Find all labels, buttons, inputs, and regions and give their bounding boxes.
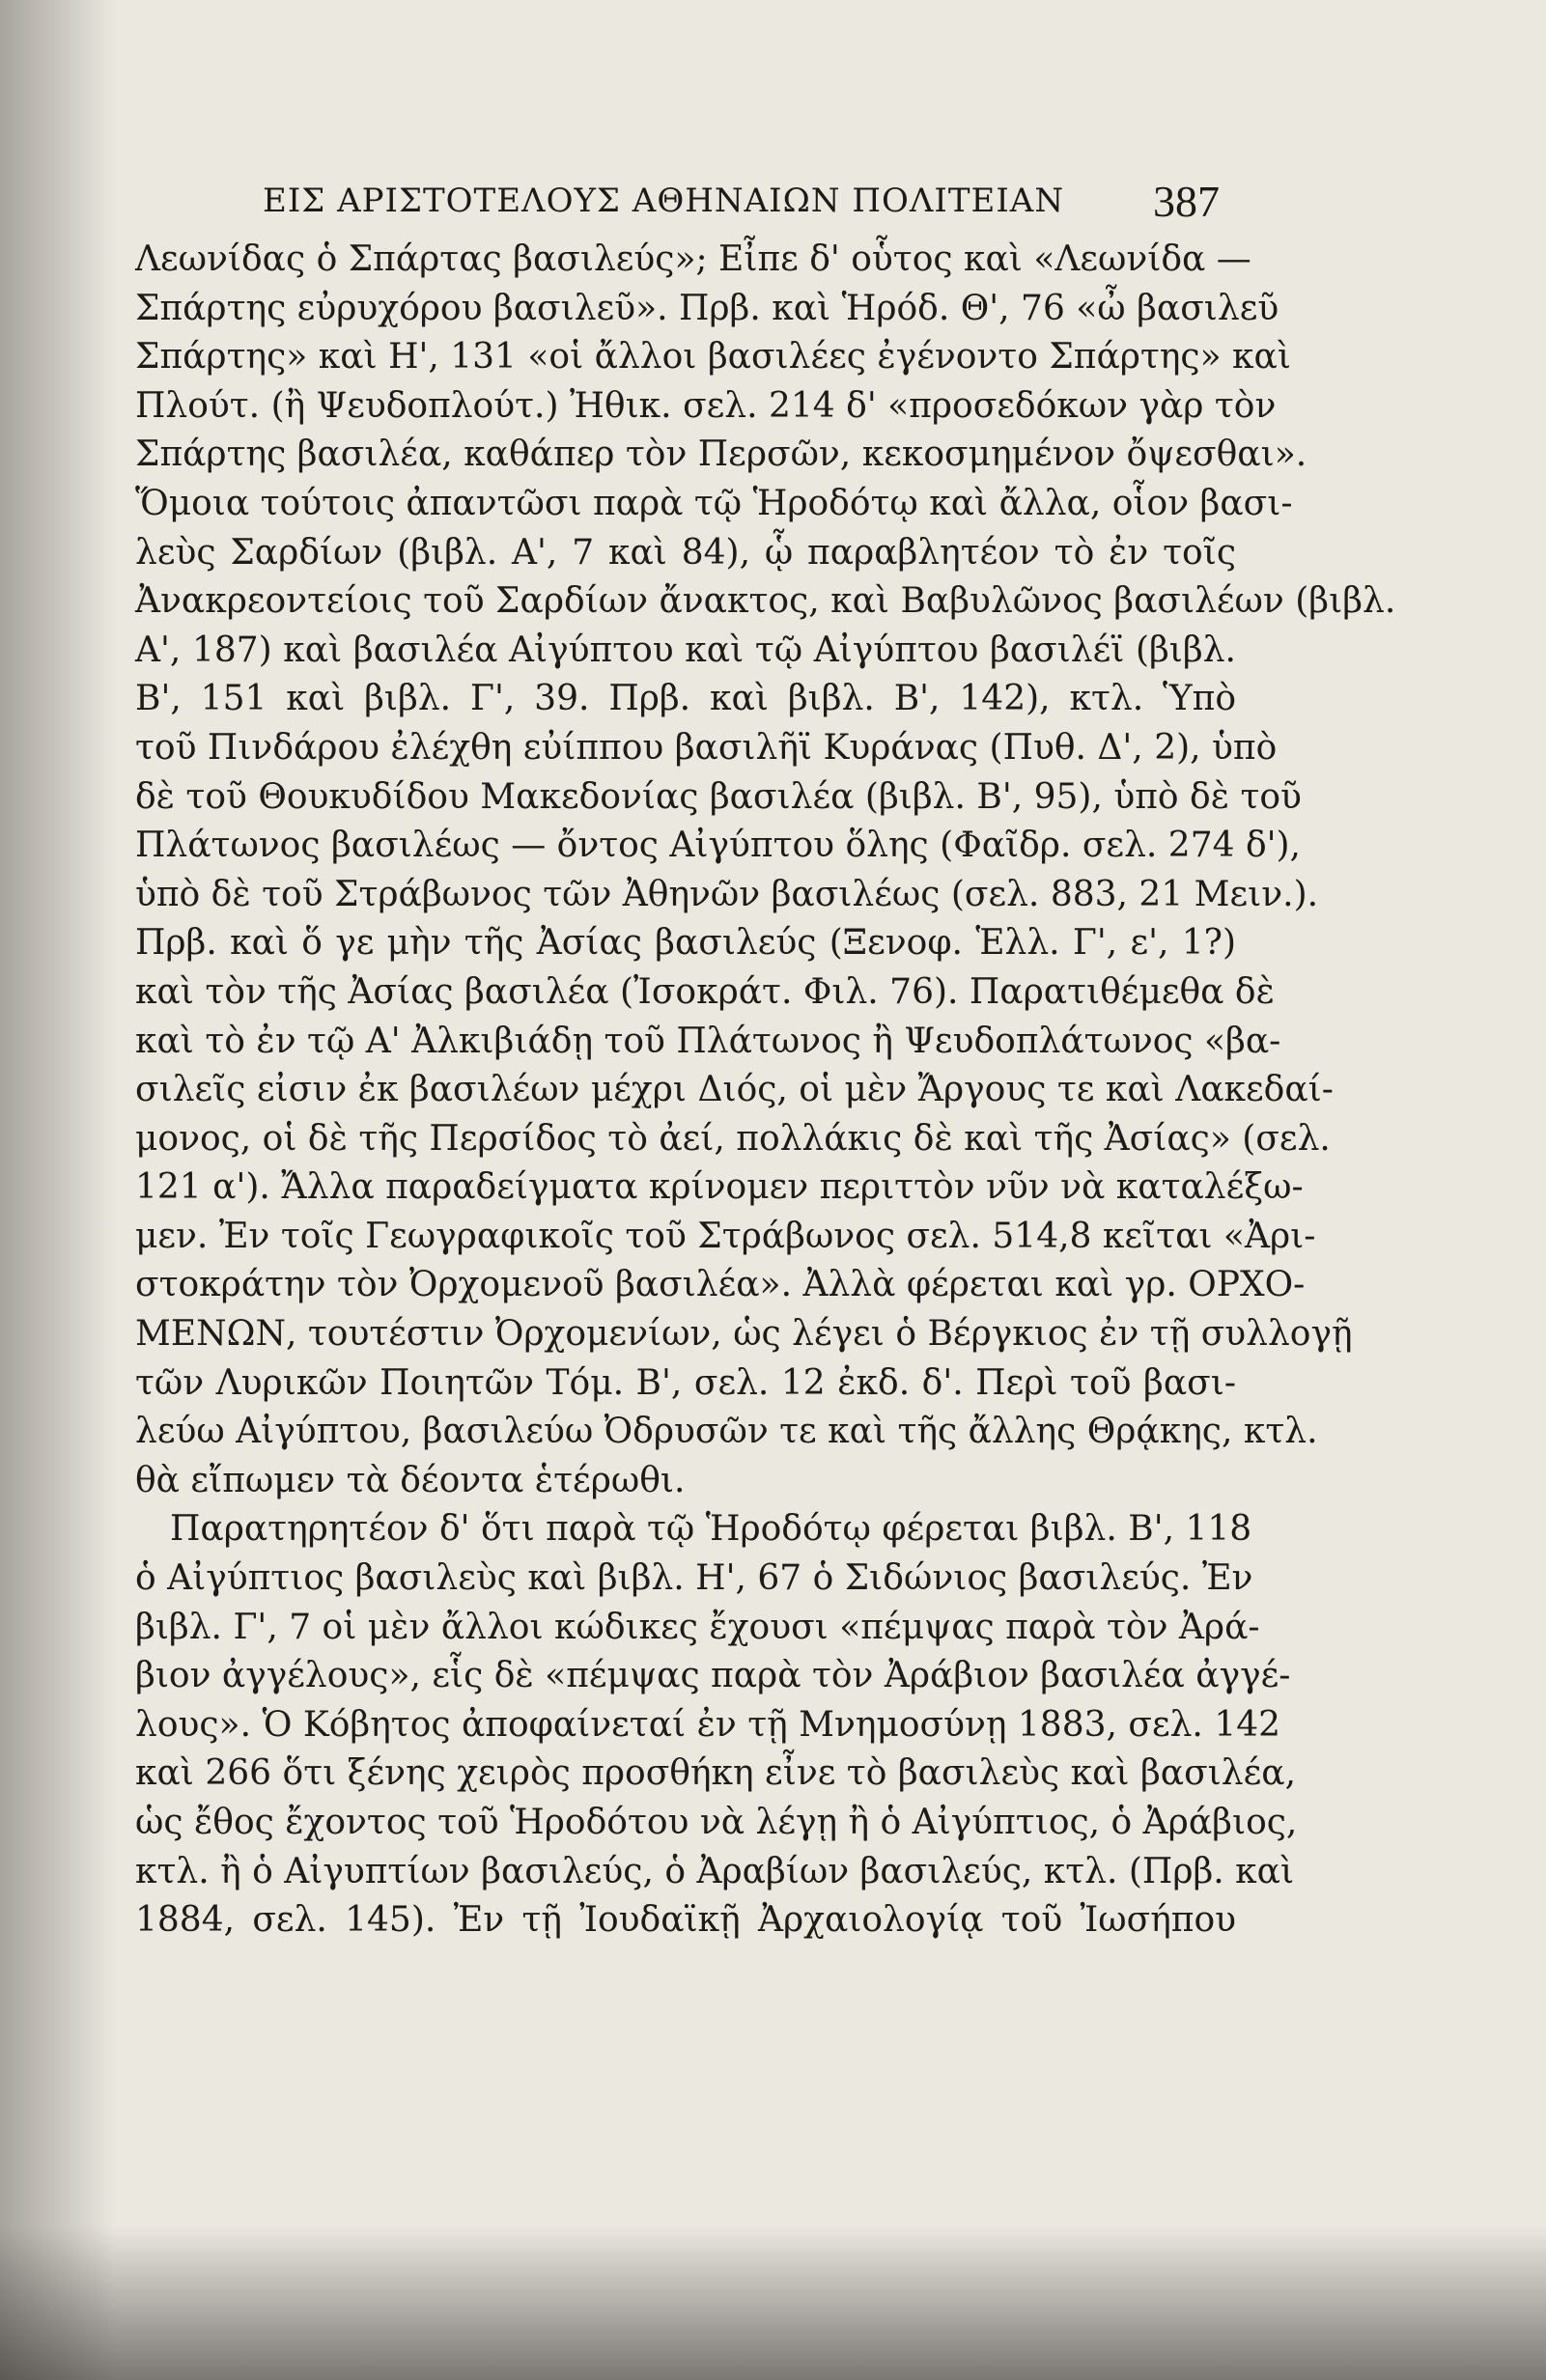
text-line: τῶν Λυρικῶν Ποιητῶν Τόμ. Β', σελ. 12 ἐκδ. δ'. Περὶ τοῦ βασι- <box>135 1362 1236 1403</box>
text-line: στοκράτην τὸν Ὀρχομενοῦ βασιλέα». Ἀλλὰ φέρεται καὶ γρ. ΟΡΧΟ- <box>135 1265 1306 1305</box>
text-line: μεν. Ἐν τοῖς Γεωγραφικοῖς τοῦ Στράβωνος σελ. 514,8 κεῖται «Ἀρι- <box>135 1216 1316 1256</box>
text-line: ΜΕΝΩΝ, τουτέστιν Ὀρχομενίων, ὡς λέγει ὁ Βέργκιος ἐν τῇ συλλογῇ <box>135 1314 1353 1355</box>
text-line: Σπάρτης» καὶ Η', 131 «οἱ ἄλλοι βασιλέες ἐγένοντο Σπάρτης» καὶ <box>135 337 1291 378</box>
text-line: καὶ τὸ ἐν τῷ Α' Ἀλκιβιάδῃ τοῦ Πλάτωνος ἢ Ψευδοπλάτωνος «βα- <box>135 1021 1281 1061</box>
page-header <box>0 176 1546 234</box>
text-line: 1884, σελ. 145). Ἐν τῇ Ἰουδαϊκῇ Ἀρχαιολογίᾳ τοῦ Ἰωσήπου <box>135 1900 1236 1941</box>
text-line: 121 α'). Ἄλλα παραδείγματα κρίνομεν περιττὸν νῦν νὰ καταλέξω- <box>135 1167 1304 1208</box>
text-line: καὶ τὸν τῆς Ἀσίας βασιλέα (Ἰσοκράτ. Φιλ. 76). Παρατιθέμεθα δὲ <box>135 971 1275 1012</box>
running-title: ΕΙΣ ΑΡΙΣΤΟΤΕΛΟΥΣ ΑΘΗΝΑΙΩΝ ΠΟΛΙΤΕΙΑΝ <box>263 182 1065 220</box>
page-number: 387 <box>1153 177 1220 226</box>
text-line: βιον ἀγγέλους», εἷς δὲ «πέμψας παρὰ τὸν Ἀράβιον βασιλέα ἀγγέ- <box>135 1656 1291 1696</box>
binding-shadow <box>0 0 116 2380</box>
text-line: τοῦ Πινδάρου ἐλέχθη εὐίππου βασιλῆϊ Κυράνας (Πυθ. Δ', 2), ὑπὸ <box>135 727 1278 768</box>
text-line: Λεωνίδας ὁ Σπάρτας βασιλεύς»; Εἶπε δ' οὗτος καὶ «Λεωνίδα — <box>135 239 1251 279</box>
text-line: Σπάρτης εὐρυχόρου βασιλεῦ». Πρβ. καὶ Ἡρόδ. Θ', 76 «ὦ βασιλεῦ <box>135 288 1279 328</box>
text-line: λεὺς Σαρδίων (βιβλ. Α', 7 καὶ 84), ᾧ παραβλητέον τὸ ἐν τοῖς <box>135 532 1236 573</box>
text-line: Παρατηρητέον δ' ὅτι παρὰ τῷ Ἡροδότῳ φέρεται βιβλ. Β', 118 <box>170 1509 1252 1550</box>
text-line: σιλεῖς εἰσιν ἐκ βασιλέων μέχρι Διός, οἱ μὲν Ἄργους τε καὶ Λακεδαί- <box>135 1070 1334 1110</box>
bottom-shadow <box>0 2226 1546 2380</box>
text-line: Σπάρτης βασιλέα, καθάπερ τὸν Περσῶν, κεκοσμημένον ὄψεσθαι». <box>135 434 1307 475</box>
text-line: μονος, οἱ δὲ τῆς Περσίδος τὸ ἀεί, πολλάκις δὲ καὶ τῆς Ἀσίας» (σελ. <box>135 1118 1331 1159</box>
text-line: ὑπὸ δὲ τοῦ Στράβωνος τῶν Ἀθηνῶν βασιλέως (σελ. 883, 21 Μειν.). <box>135 874 1319 914</box>
text-line: Ὅμοια τούτοις ἀπαντῶσι παρὰ τῷ Ἡροδότῳ καὶ ἄλλα, οἷον βασι- <box>135 483 1293 523</box>
body-text <box>135 236 1396 1946</box>
text-line: λους». Ὁ Κόβητος ἀποφαίνεταί ἐν τῇ Μνημοσύνῃ 1883, σελ. 142 <box>135 1704 1281 1745</box>
text-line: Πρβ. καὶ ὅ γε μὴν τῆς Ἀσίας βασιλεύς (Ξενοφ. Ἑλλ. Γ', ε', 1?) <box>135 923 1236 964</box>
text-line: θὰ εἴπωμεν τὰ δέοντα ἑτέρωθι. <box>135 1460 686 1500</box>
text-line: Α', 187) καὶ βασιλέα Αἰγύπτου καὶ τῷ Αἰγύπτου βασιλέϊ (βιβλ. <box>135 630 1236 670</box>
text-line: καὶ 266 ὅτι ξένης χειρὸς προσθήκη εἶνε τὸ βασιλεὺς καὶ βασιλέα, <box>135 1753 1297 1794</box>
text-line: Ἀνακρεοντείοις τοῦ Σαρδίων ἄνακτος, καὶ Βαβυλῶνος βασιλέων (βιβλ. <box>135 581 1396 622</box>
text-line: Πλούτ. (ἢ Ψευδοπλούτ.) Ἠθικ. σελ. 214 δ' «προσεδόκων γὰρ τὸν <box>135 385 1277 426</box>
text-line: δὲ τοῦ Θουκυδίδου Μακεδονίας βασιλέα (βιβλ. Β', 95), ὑπὸ δὲ τοῦ <box>135 776 1302 817</box>
text-line: Πλάτωνος βασιλέως — ὄντος Αἰγύπτου ὅλης (Φαῖδρ. σελ. 274 δ'), <box>135 826 1302 866</box>
text-line: ὡς ἔθος ἔχοντος τοῦ Ἡροδότου νὰ λέγῃ ἢ ὁ Αἰγύπτιος, ὁ Ἀράβιος, <box>135 1803 1298 1842</box>
text-line: λεύω Αἰγύπτου, βασιλεύω Ὀδρυσῶν τε καὶ τῆς ἄλλης Θρᾴκης, κτλ. <box>135 1412 1318 1452</box>
text-line: βιβλ. Γ', 7 οἱ μὲν ἄλλοι κώδικες ἔχουσι «πέμψας παρὰ τὸν Ἀρά- <box>135 1607 1260 1647</box>
text-line: κτλ. ἢ ὁ Αἰγυπτίων βασιλεύς, ὁ Ἀραβίων βασιλεύς, κτλ. (Πρβ. καὶ <box>135 1851 1295 1891</box>
text-line: Β', 151 καὶ βιβλ. Γ', 39. Πρβ. καὶ βιβλ. Β', 142), κτλ. Ὑπὸ <box>135 679 1236 719</box>
text-line: ὁ Αἰγύπτιος βασιλεὺς καὶ βιβλ. Η', 67 ὁ Σιδώνιος βασιλεύς. Ἐν <box>135 1558 1253 1599</box>
